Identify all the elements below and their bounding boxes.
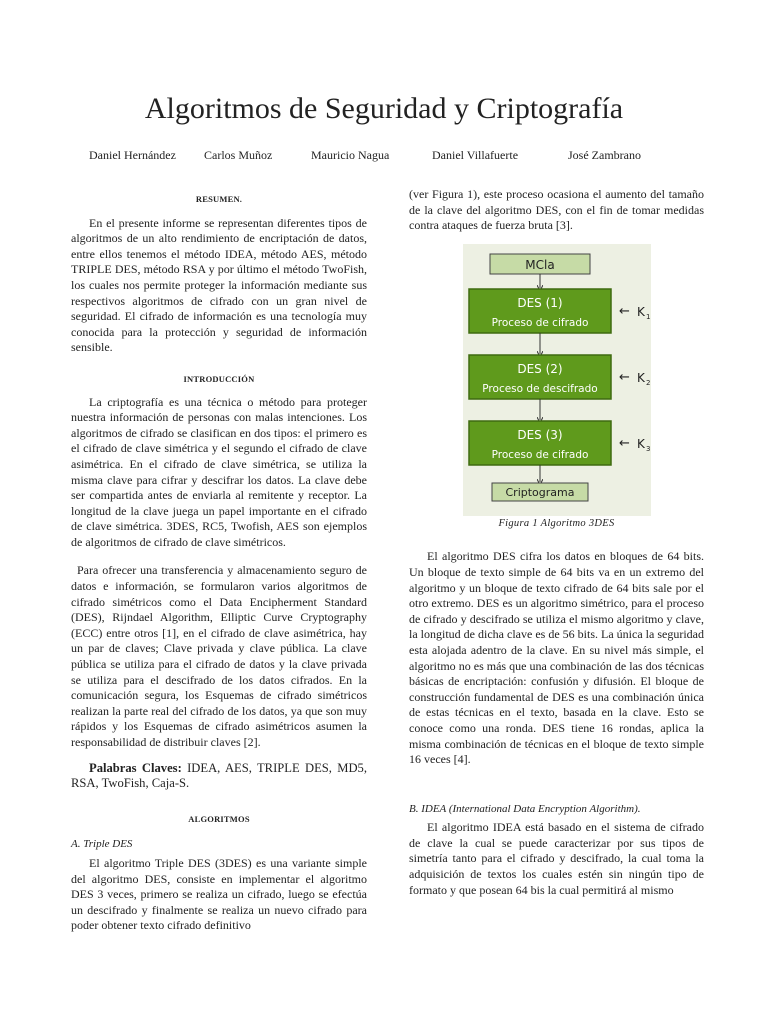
intro-paragraph-2: Para ofrecer una transferencia y almacenamiento seguro de datos e información, se formularon varios algoritmos de cifrado simétricos como el Data Encipherment Standard (DES), Rijndael Algorithm, Elliptic Curve Cryptography (ECC) entre otros [1], en el cifrado de clave asimétrica, hay un par de claves; Clave privada y clave pública. La clave pública se utiliza para el cifrado de datos y la clave privada se utiliza para el descifrado de los datos cifrados. En la comunicación segura, los Esquemas de cifrado simétricos realizan la parte real del cifrado de los datos, ya que son muy rápidos y los Esquemas de cifrado asimétricos asumen la responsabilidad de distribuir claves [2]. — [71, 563, 367, 749]
key-arrow-icon: ← — [619, 435, 630, 451]
key-3-index: 3 — [646, 444, 651, 453]
des-stage-1-name: DES (1) — [517, 295, 563, 310]
author-name: José Zambrano — [568, 148, 641, 162]
section-heading-resumen: RESUMEN. — [195, 194, 243, 204]
des-stage-3-process: Proceso de cifrado — [491, 448, 589, 461]
3des-diagram-svg — [463, 244, 651, 516]
key-2-index: 2 — [646, 378, 651, 387]
des-paragraph: El algoritmo DES cifra los datos en bloques de 64 bits. Un bloque de texto simple de 64 bits va en un extremo del algoritmo y un bloque de texto cifrado de 64 bits sale por el otro extremo. DES es un algoritmo simétrico, para el proceso de cifrado y descifrado se utiliza el mismo algoritmo y clave, la longitud de dicha clave es de 56 bits. La única la seguridad esta alojada adentro de la clave. En su nivel más simple, el algoritmo no es más que una combinación de las dos técnicas básicas de encriptación: confusión y difusión. El bloque de construcción fundamental de DES es una combinación única de estas técnicas en el texto, basada en la clave. Esto se conoce como una ronda. DES tiene 16 rondas, aplica la misma combinación de técnicas en el bloque de texto simple 16 veces [4]. — [409, 549, 704, 767]
key-1-index: 1 — [646, 312, 651, 321]
author-name: Daniel Hernández — [89, 148, 176, 162]
key-1-label: K — [637, 304, 645, 319]
paper-title: Algoritmos de Seguridad y Criptografía — [144, 92, 624, 125]
des-stage-3-name: DES (3) — [517, 427, 563, 442]
key-3-label: K — [637, 436, 645, 451]
figure-3des-diagram — [463, 244, 651, 516]
figure-lead-text: (ver Figura 1), este proceso ocasiona el aumento del tamaño de la clave del algoritmo DES, con el fin de tomar medidas contra ataques de fuerza bruta [3]. — [409, 187, 704, 233]
keywords-text: IDEA, AES, TRIPLE DES, MD5, RSA, TwoFish, Caja-S. — [71, 760, 367, 791]
keywords-label: Palabras Claves: — [89, 760, 182, 775]
subsection-title-triple-des: A. Triple DES — [71, 838, 133, 851]
section-heading-algoritmos: ALGORITMOS — [188, 813, 250, 824]
key-2-label: K — [637, 370, 645, 385]
abstract-text: En el presente informe se representan diferentes tipos de algoritmos de un alto rendimiento de encriptación de datos, entre ellos tenemos el método IDEA, método AES, método TRIPLE DES, método RSA y por último el método TwoFish, los cuales nos permite proteger la información mediante sus respectivos algoritmos de cifrado con un gran nivel de seguridad. El cifrado de información es una tecnología muy conocida para la protección y seguridad de información sensible. — [71, 215, 367, 355]
author-name: Mauricio Nagua — [311, 148, 390, 162]
subsection-title-idea: B. IDEA (International Data Encryption Algorithm). — [409, 802, 641, 815]
des-stage-1-process: Proceso de cifrado — [491, 316, 589, 329]
key-arrow-icon: ← — [619, 303, 630, 319]
section-heading-introduccion: INTRODUCCIÓN — [183, 373, 255, 384]
author-name: Daniel Villafuerte — [432, 148, 519, 162]
right-column — [409, 187, 704, 898]
idea-text: El algoritmo IDEA está basado en el sistema de cifrado de clave la cual se puede caracterizar por sus tipos de simetría tanto para el cifrado y descifrado, la cual toma la adquisición de textos los cuales estén sin ningún tipo de formato y que posean 64 bis la cual permitirá al mismo — [409, 820, 704, 897]
des-stage-2-name: DES (2) — [517, 361, 563, 376]
keywords-paragraph — [71, 761, 367, 792]
intro-paragraph-1: La criptografía es una técnica o método para proteger nuestra información de personas con malas intenciones. Los algoritmos de cifrado se clasifican en dos tipos: el primero es el cifrado de clave simétrica y el segundo el cifrado de clave asimétrica. En el cifrado de clave simétrica, se utiliza la misma clave para cifrar y descifrar los datos. La clave debe ser compartida antes de enviarla al remitente y receptor. La longitud de la clave juega un papel importante en el cifrado de clave simétrica. 3DES, RC5, Twofish, AES son ejemplos de algoritmos de cifrado de clave simétricos. — [71, 394, 367, 549]
author-list — [0, 148, 768, 164]
des-stage-2-process: Proceso de descifrado — [482, 382, 598, 395]
input-box-label: MCla — [525, 257, 555, 272]
figure-caption: Figura 1 Algoritmo 3DES — [498, 517, 615, 529]
triple-des-text: El algoritmo Triple DES (3DES) es una variante simple del algoritmo DES, consiste en implementar el algoritmo DES 3 veces, primero se realiza un cifrado, luego se efectúa un descifrado y finalmente se realiza un nuevo cifrado para poder obtener texto cifrado definitivo — [71, 855, 367, 933]
left-column — [71, 192, 367, 934]
author-name: Carlos Muñoz — [204, 148, 273, 162]
key-arrow-icon: ← — [619, 369, 630, 385]
output-box-label: Criptograma — [505, 485, 575, 499]
